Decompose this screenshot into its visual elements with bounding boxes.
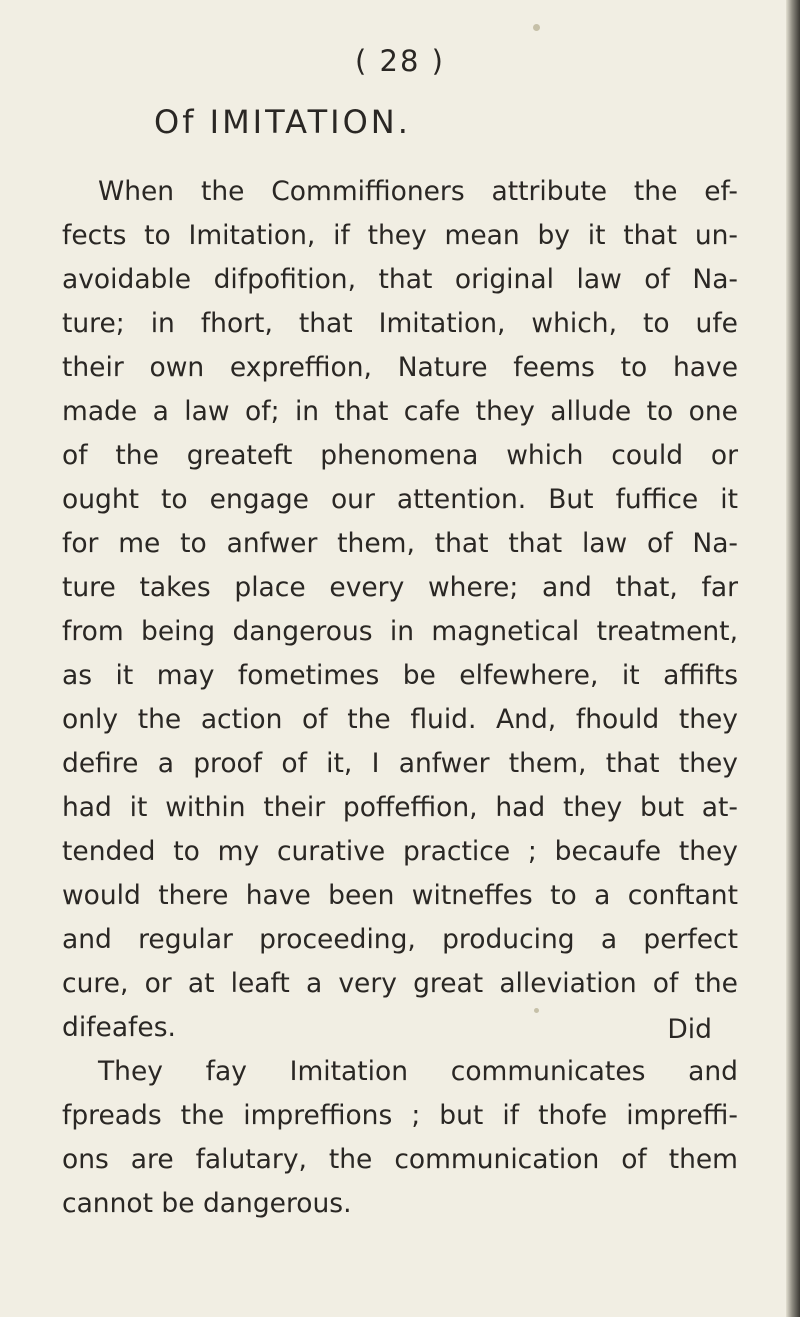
text-line: would there have been witneffes to a conftant bbox=[62, 880, 738, 911]
text-line: their own expreffion, Nature feems to have bbox=[62, 352, 738, 383]
text-line: from being dangerous in magnetical treatment, bbox=[62, 616, 738, 647]
text-line: cannot be dangerous. bbox=[62, 1188, 352, 1219]
text-line: tended to my curative practice ; becaufe they bbox=[62, 836, 738, 867]
text-line: ture; in fhort, that Imitation, which, to ufe bbox=[62, 308, 738, 339]
page-number: ( 28 ) bbox=[355, 44, 445, 78]
text-line: of the greateft phenomena which could or bbox=[62, 440, 738, 471]
text-line: difeafes. bbox=[62, 1012, 176, 1043]
page-edge-shadow bbox=[786, 0, 800, 1317]
text-line: ons are falutary, the communication of them bbox=[62, 1144, 738, 1175]
text-line: defire a proof of it, I anfwer them, that they bbox=[62, 748, 738, 779]
text-line: When the Commiffioners attribute the ef- bbox=[98, 176, 738, 207]
text-line: and regular proceeding, producing a perfect bbox=[62, 924, 738, 955]
text-line: only the action of the fluid. And, fhould they bbox=[62, 704, 738, 735]
body-text bbox=[62, 170, 738, 1226]
catchword: Did bbox=[667, 1014, 712, 1045]
text-line: fects to Imitation, if they mean by it that un- bbox=[62, 220, 738, 251]
text-line: fpreads the impreffions ; but if thofe impreffi- bbox=[62, 1100, 738, 1131]
text-line: had it within their poffeffion, had they but at- bbox=[62, 792, 738, 823]
text-line: cure, or at leaft a very great alleviation of the bbox=[62, 968, 738, 999]
text-line: as it may fometimes be elfewhere, it affifts bbox=[62, 660, 738, 691]
text-line: They fay Imitation communicates and bbox=[98, 1056, 738, 1087]
text-line: ture takes place every where; and that, far bbox=[62, 572, 738, 603]
text-line: avoidable difpofition, that original law of Na- bbox=[62, 264, 738, 295]
text-line: ought to engage our attention. But fuffice it bbox=[62, 484, 738, 515]
text-line: made a law of; in that cafe they allude to one bbox=[62, 396, 738, 427]
foxing-spot bbox=[533, 24, 540, 31]
section-heading: Of IMITATION. bbox=[154, 103, 411, 141]
text-line: for me to anfwer them, that that law of Na- bbox=[62, 528, 738, 559]
